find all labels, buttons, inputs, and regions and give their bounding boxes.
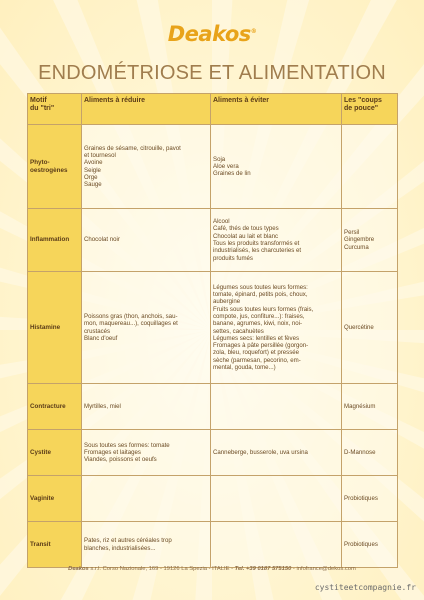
row-reduire: Myrtilles, miel bbox=[82, 384, 211, 430]
footer-tel: Tel. +39 0187 575150 bbox=[234, 566, 292, 572]
table-row bbox=[28, 272, 398, 384]
row-eviter bbox=[211, 384, 342, 430]
row-motif: Cystite bbox=[28, 430, 82, 476]
brand-logo bbox=[0, 22, 424, 46]
row-motif: Vaginite bbox=[28, 476, 82, 522]
page-title: ENDOMÉTRIOSE ET ALIMENTATION bbox=[38, 62, 386, 84]
header-reduire: Aliments à réduire bbox=[82, 94, 211, 125]
row-eviter bbox=[211, 476, 342, 522]
row-motif: Phyto- oestrogènes bbox=[28, 125, 82, 209]
table-row bbox=[28, 522, 398, 568]
row-reduire: Graines de sésame, citrouille, pavot et tournesol Avoine Seigle Orge Sauge bbox=[82, 125, 211, 209]
row-reduire: Sous toutes ses formes: tomate Fromages et laitages Viandes, poissons et oeufs bbox=[82, 430, 211, 476]
table-row bbox=[28, 430, 398, 476]
row-eviter: Soja Aloe vera Graines de lin bbox=[211, 125, 342, 209]
header-coups: Les "coups de pouce" bbox=[342, 94, 398, 125]
registered-mark: ® bbox=[250, 28, 257, 35]
row-coups: D-Mannose bbox=[342, 430, 398, 476]
credit-watermark: cystiteetcompagnie.fr bbox=[314, 583, 416, 592]
row-reduire: Chocolat noir bbox=[82, 209, 211, 272]
row-eviter: Alcool Café, thés de tous types Chocolat au lait et blanc Tous les produits transformés et industrialisés, les charcuteries et produits fumés bbox=[211, 209, 342, 272]
table-row bbox=[28, 209, 398, 272]
row-motif: Contracture bbox=[28, 384, 82, 430]
row-reduire bbox=[82, 476, 211, 522]
table-row bbox=[28, 476, 398, 522]
row-coups bbox=[342, 125, 398, 209]
row-eviter: Légumes sous toutes leurs formes: tomate, épinard, petits pois, choux, aubergine Fruits sous toutes leurs formes (frais, compote, jus, confiture...): fraises, banane, agrumes, kiwi, noix, noi- settes, cacahuètes Légumes secs: lentilles et fèves Fromages à pâte persillée (gorgon- zola, bleu, roquefort) et pressée sèche (parmesan, pecorino, em- mental, gouda, tome...) bbox=[211, 272, 342, 384]
row-motif: Transit bbox=[28, 522, 82, 568]
table-header-row bbox=[28, 94, 398, 125]
row-coups: Probiotiques bbox=[342, 522, 398, 568]
row-reduire: Pates, riz et autres céréales trop blanches, industrialisées... bbox=[82, 522, 211, 568]
header-motif: Motif du "tri" bbox=[28, 94, 82, 125]
food-table bbox=[27, 93, 398, 568]
row-coups: Magnésium bbox=[342, 384, 398, 430]
footer-address bbox=[0, 566, 424, 572]
brand-name: Deakos bbox=[167, 22, 251, 46]
row-motif: Inflammation bbox=[28, 209, 82, 272]
header-eviter: Aliments à éviter bbox=[211, 94, 342, 125]
footer-address-text: s.r.l. Corso Nazionale, 169 - 19126 La Spezia - ITALIE - bbox=[88, 566, 235, 572]
row-coups: Quercétine bbox=[342, 272, 398, 384]
row-reduire: Poissons gras (thon, anchois, sau- mon, maquereau...), coquillages et crustacés Blanc d'oeuf bbox=[82, 272, 211, 384]
row-eviter bbox=[211, 522, 342, 568]
footer-email: - infofrance@dekos.com bbox=[291, 566, 356, 572]
row-eviter: Canneberge, busserole, uva ursina bbox=[211, 430, 342, 476]
table-row bbox=[28, 384, 398, 430]
row-motif: Histamine bbox=[28, 272, 82, 384]
row-coups: Probiotiques bbox=[342, 476, 398, 522]
footer-company: Deakos bbox=[68, 566, 89, 572]
row-coups: Persil Gingembre Curcuma bbox=[342, 209, 398, 272]
table-row bbox=[28, 125, 398, 209]
